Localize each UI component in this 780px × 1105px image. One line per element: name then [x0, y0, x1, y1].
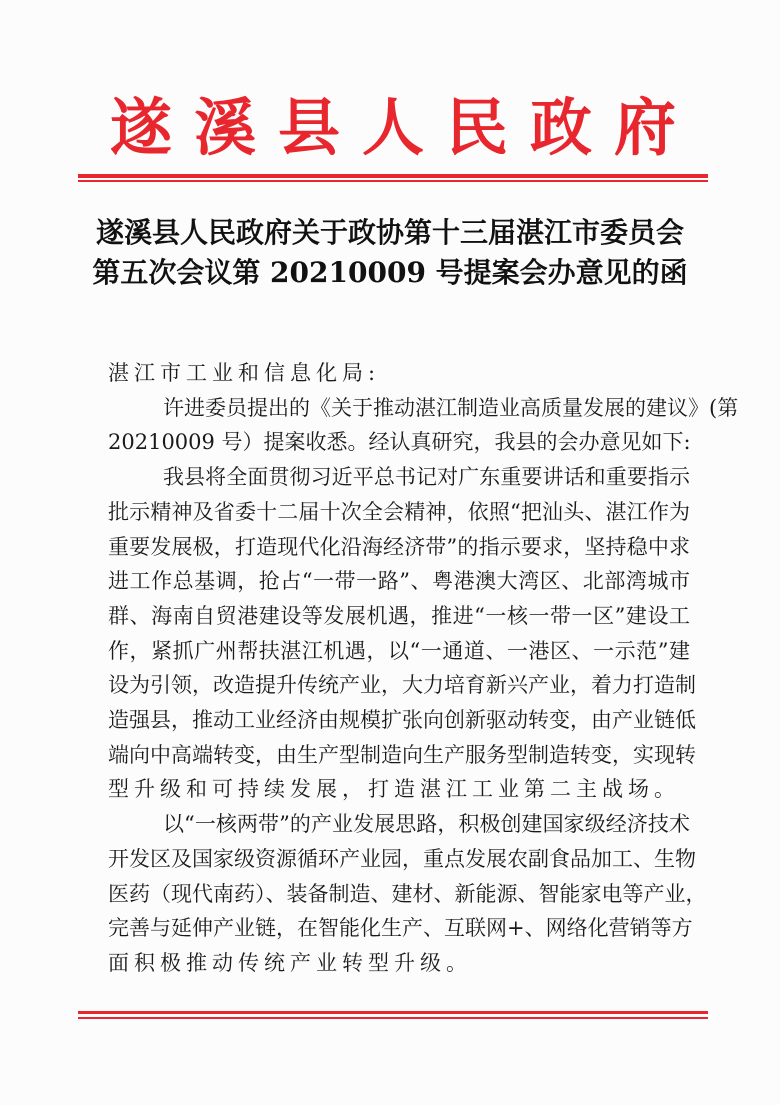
document-title-line2: 第五次会议第 20210009 号提案会办意见的函	[92, 256, 688, 289]
body-line: 完善与延伸产业链，在智能化生产、互联网+、网络化营销等方	[108, 916, 693, 941]
body-line: 许进委员提出的《关于推动湛江制造业高质量发展的建议》(第	[163, 395, 739, 420]
body-line: 作，紧抓广州帮扶湛江机遇，以“一通道、一港区、一示范”建	[108, 638, 690, 663]
body-line: 设为引领，改造提升传统产业，大力培育新兴产业，着力打造制	[108, 673, 696, 698]
footer-rule-thin	[78, 1017, 708, 1019]
header-rule-thin	[78, 180, 708, 182]
body-line: 群、海南自贸港建设等发展机遇，推进“一核一带一区”建设工	[108, 603, 690, 628]
document-body	[108, 356, 739, 981]
body-line: 批示精神及省委十二届十次全会精神，依照“把汕头、湛江作为	[108, 499, 690, 524]
body-line: 型升级和可持续发展，打造湛江工业第二主战场。	[108, 777, 680, 802]
body-line: 开发区及国家级资源循环产业园，重点发展农副食品加工、生物	[108, 846, 696, 871]
issuing-organization	[110, 88, 710, 168]
footer-rule-thick	[78, 1011, 708, 1014]
body-line: 进工作总基调，抢占“一带一路”、粤港澳大湾区、北部湾城市	[108, 569, 690, 594]
organization-name: 遂溪县人民政府	[110, 91, 699, 164]
body-line: 重要发展极，打造现代化沿海经济带”的指示要求，坚持稳中求	[108, 534, 690, 559]
salutation: 湛江市工业和信息化局:	[108, 361, 381, 385]
body-line: 造强县，推动工业经济由规模扩张向创新驱动转变，由产业链低	[108, 708, 696, 733]
body-line: 端向中高端转变，由生产型制造向生产服务型制造转变，实现转	[108, 742, 696, 767]
body-line: 面积极推动传统产业转型升级。	[108, 950, 472, 975]
body-line: 医药（现代南药）、装备制造、建材、新能源、智能家电等产业，	[108, 881, 707, 906]
header-rule-thick	[78, 174, 708, 178]
body-line: 我县将全面贯彻习近平总书记对广东重要讲话和重要指示	[163, 465, 690, 490]
body-line: 以“一核两带”的产业发展思路，积极创建国家级经济技术	[163, 812, 690, 837]
body-line: 20210009 号）提案收悉。经认真研究，我县的会办意见如下:	[108, 430, 691, 455]
document-title-line1: 遂溪县人民政府关于政协第十三届湛江市委员会	[95, 216, 684, 249]
